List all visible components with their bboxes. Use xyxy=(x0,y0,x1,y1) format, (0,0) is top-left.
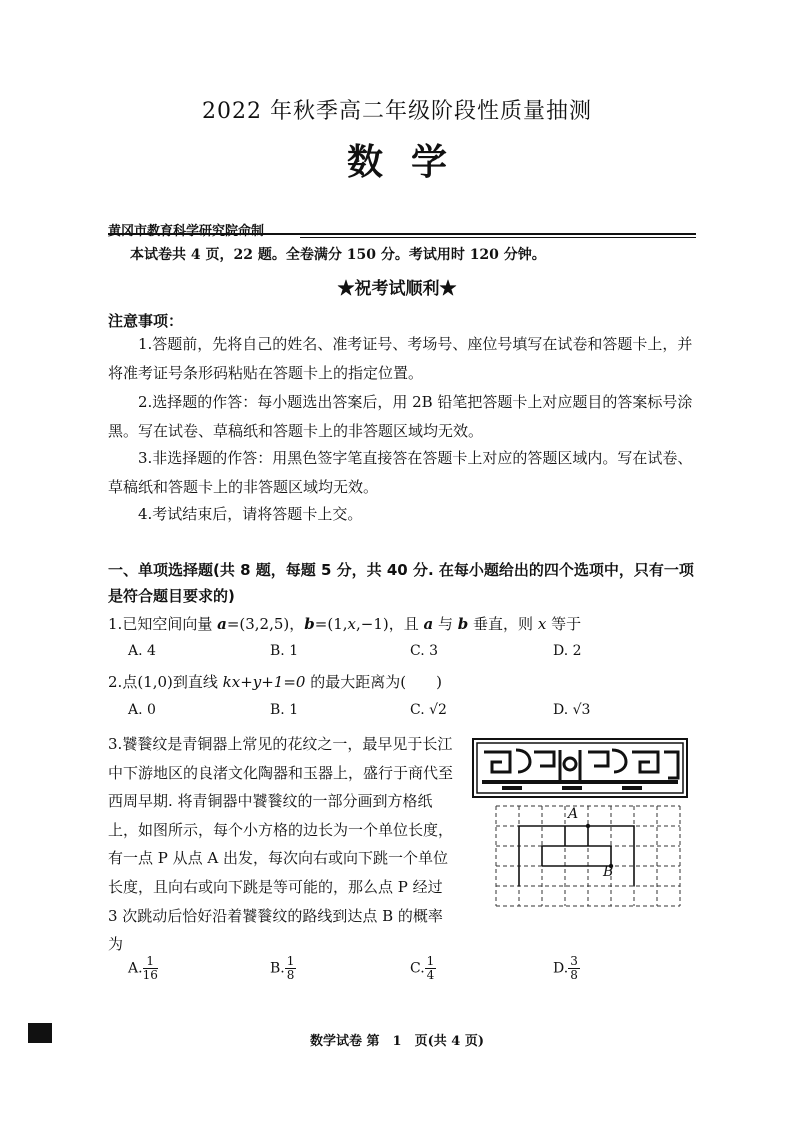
denominator: 8 xyxy=(570,968,578,982)
fraction xyxy=(143,955,158,982)
fraction xyxy=(425,955,437,982)
q1-text: =(3,2,5)， xyxy=(226,615,305,633)
vector-b: b xyxy=(304,615,315,633)
question-2 xyxy=(108,671,442,692)
q2-text: 的最大距离为( ) xyxy=(305,673,442,691)
point-b-label: B xyxy=(603,864,614,880)
option-b[interactable]: B. 1 xyxy=(270,702,299,718)
denominator: 4 xyxy=(426,968,435,982)
option-c[interactable]: C. 3 xyxy=(410,643,439,659)
question-number: 2. xyxy=(108,673,123,691)
taotie-pattern-image xyxy=(472,738,688,798)
vector-a: a xyxy=(423,615,434,633)
question-1 xyxy=(108,613,581,634)
var-x: x xyxy=(537,615,547,633)
option-a[interactable] xyxy=(128,955,158,982)
exam-info: 本试卷共 4 页，22 题。全卷满分 150 分。考试用时 120 分钟。 xyxy=(130,247,546,263)
note-item: 2.选择题的作答：每小题选出答案后，用 2B 铅笔把答题卡上对应题目的答案标号涂黑。写在试卷、草稿纸和答题卡上的非答题区域均无效。 xyxy=(108,393,693,440)
q1-text: 已知空间向量 xyxy=(122,615,218,633)
q3-text: 饕餮纹是青铜器上常见的花纹之一，最早见于长江中下游地区的良渚文化陶器和玉器上，盛行于商代至西周早期. 将青铜器中饕餮纹的一部分画到方格纸上，如图所示，每个小方格的边长为一个单位长度，有一点 P 从点 A 出发，每次向右或向下跳一个单位长度，且向右或向下跳是等可能的，那么点 P 经过 3 次跳动后恰好沿着饕餮纹的路线到达点 B 的概率为 xyxy=(108,735,454,954)
option-c[interactable] xyxy=(410,955,436,982)
denominator: 16 xyxy=(142,968,158,982)
notes-heading: 注意事项： xyxy=(108,312,184,330)
option-c[interactable]: C. √2 xyxy=(410,702,447,718)
question-number: 3. xyxy=(108,735,123,753)
fraction xyxy=(285,955,297,982)
line-equation: kx+y+1=0 xyxy=(222,673,306,691)
numerator: 3 xyxy=(570,954,578,968)
page-footer: 数学试卷 第 1 页(共 4 页) xyxy=(310,1034,484,1049)
header-rule-thin xyxy=(300,237,696,238)
good-luck-banner: ★祝考试顺利★ xyxy=(337,279,457,299)
q2-text: 点(1,0)到直线 xyxy=(122,673,223,691)
note-item: 1.答题前，先将自己的姓名、准考证号、考场号、座位号填写在试卷和答题卡上，并将准考证号条形码粘贴在答题卡上的指定位置。 xyxy=(108,335,693,382)
numerator: 1 xyxy=(426,954,435,968)
section-heading-text: 一、单项选择题(共 8 题，每题 5 分，共 40 分. 在每小题给出的四个选项中，只有一项是符合题目要求的) xyxy=(108,561,694,605)
section-heading xyxy=(108,557,698,609)
q1-text: =(1, xyxy=(314,615,348,633)
issuer-label: 黄冈市教育科学研究院命制 xyxy=(108,224,265,239)
question-number: 1. xyxy=(108,615,123,633)
numerator: 1 xyxy=(286,954,295,968)
var-x: x xyxy=(347,615,356,633)
q1-text: 垂直，则 xyxy=(468,615,538,633)
subject-title: 数学 xyxy=(346,141,475,183)
point-a-label: A xyxy=(568,806,579,822)
option-b[interactable]: B. 1 xyxy=(270,643,299,659)
option-a[interactable]: A. 4 xyxy=(128,643,156,659)
denominator: 8 xyxy=(286,968,295,982)
option-d[interactable] xyxy=(553,955,580,982)
exam-title: 2022 年秋季高二年级阶段性质量抽测 xyxy=(202,99,592,124)
vector-a: a xyxy=(217,615,227,633)
header-rule xyxy=(108,233,696,235)
option-b[interactable] xyxy=(270,955,296,982)
q1-text: 等于 xyxy=(546,615,582,633)
vector-b: b xyxy=(457,615,469,633)
note-item: 3.非选择题的作答：用黑色签字笔直接答在答题卡上对应的答题区域内。写在试卷、草稿纸和答题卡上的非答题区域均无效。 xyxy=(108,449,693,496)
q1-text: 与 xyxy=(433,615,458,633)
question-3 xyxy=(108,730,454,959)
numerator: 1 xyxy=(143,955,158,969)
note-item: 4.考试结束后，请将答题卡上交。 xyxy=(138,505,363,523)
grid-diagram xyxy=(494,804,684,908)
option-letter: B. xyxy=(270,960,285,977)
option-d[interactable]: D. 2 xyxy=(553,643,582,659)
fraction xyxy=(568,955,580,982)
option-letter: D. xyxy=(553,960,569,977)
option-letter: A. xyxy=(128,960,143,977)
option-d[interactable]: D. √3 xyxy=(553,702,591,718)
option-letter: C. xyxy=(410,960,425,977)
q1-text: ,−1)，且 xyxy=(355,615,424,633)
option-a[interactable]: A. 0 xyxy=(128,702,156,718)
